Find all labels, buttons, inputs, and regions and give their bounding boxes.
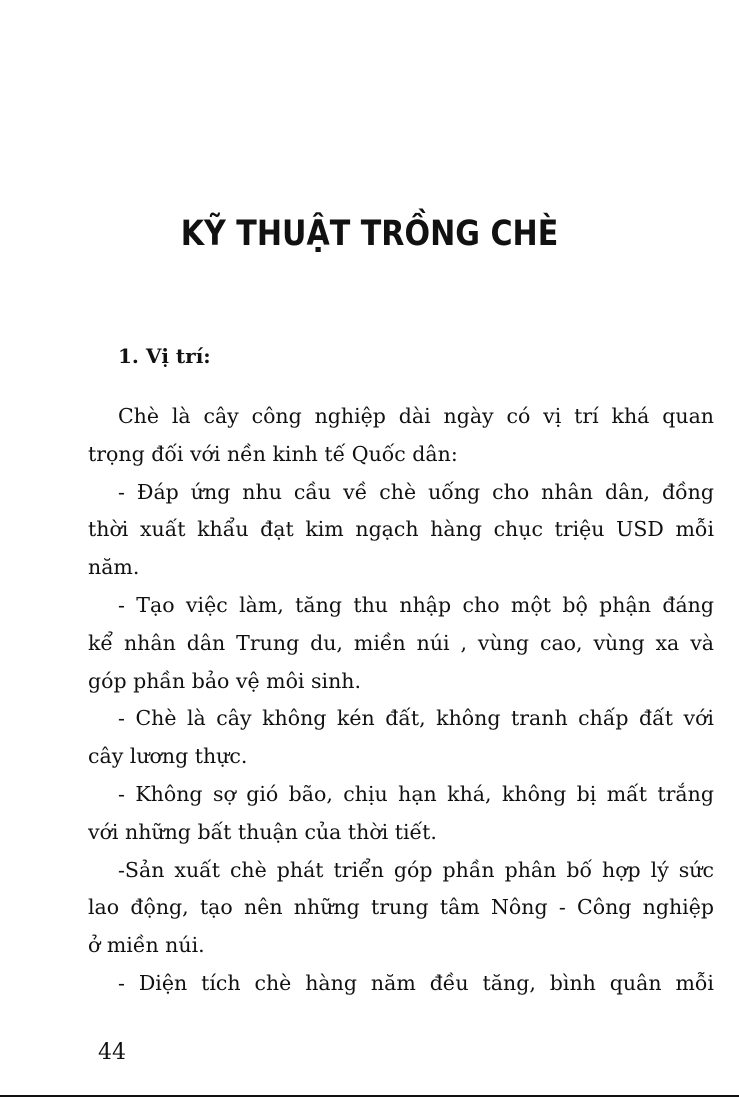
paragraph-line: thời xuất khẩu đạt kim ngạch hàng chục triệu USD mỗi xyxy=(88,517,714,542)
paragraph-line: - Chè là cây không kén đất, không tranh chấp đất với xyxy=(118,706,714,731)
paragraph-line: - Đáp ứng nhu cầu về chè uống cho nhân dân, đồng xyxy=(118,479,714,504)
paragraph-line: lao động, tạo nên những trung tâm Nông - Công nghiệp xyxy=(88,895,714,920)
paragraph-line: - Không sợ gió bão, chịu hạn khá, không bị mất trắng xyxy=(118,781,714,806)
bottom-rule xyxy=(0,1095,739,1097)
paragraph-line: kể nhân dân Trung du, miền núi , vùng cao, vùng xa và xyxy=(88,630,714,655)
paragraph-line: Chè là cây công nghiệp dài ngày có vị trí khá quan xyxy=(118,404,714,428)
paragraph-line: với những bất thuận của thời tiết. xyxy=(88,819,437,844)
paragraph-line: năm. xyxy=(88,555,140,580)
paragraph-line: góp phần bảo vệ môi sinh. xyxy=(88,668,361,693)
section-heading: 1. Vị trí: xyxy=(118,344,211,368)
paragraph-line: - Diện tích chè hàng năm đều tăng, bình quân mỗi xyxy=(118,970,714,995)
paragraph-line: ở miền núi. xyxy=(88,933,205,958)
chapter-title: KỸ THUẬT TRỒNG CHÈ xyxy=(180,214,559,254)
paragraph-line: -Sản xuất chè phát triển góp phần phân bố hợp lý sức xyxy=(118,857,714,882)
body-text xyxy=(88,398,714,1003)
paragraph-line: trọng đối với nền kinh tế Quốc dân: xyxy=(88,441,458,466)
page-number: 44 xyxy=(98,1040,126,1065)
paragraph-line: cây lương thực. xyxy=(88,744,248,769)
paragraph-line: - Tạo việc làm, tăng thu nhập cho một bộ phận đáng xyxy=(118,592,714,617)
